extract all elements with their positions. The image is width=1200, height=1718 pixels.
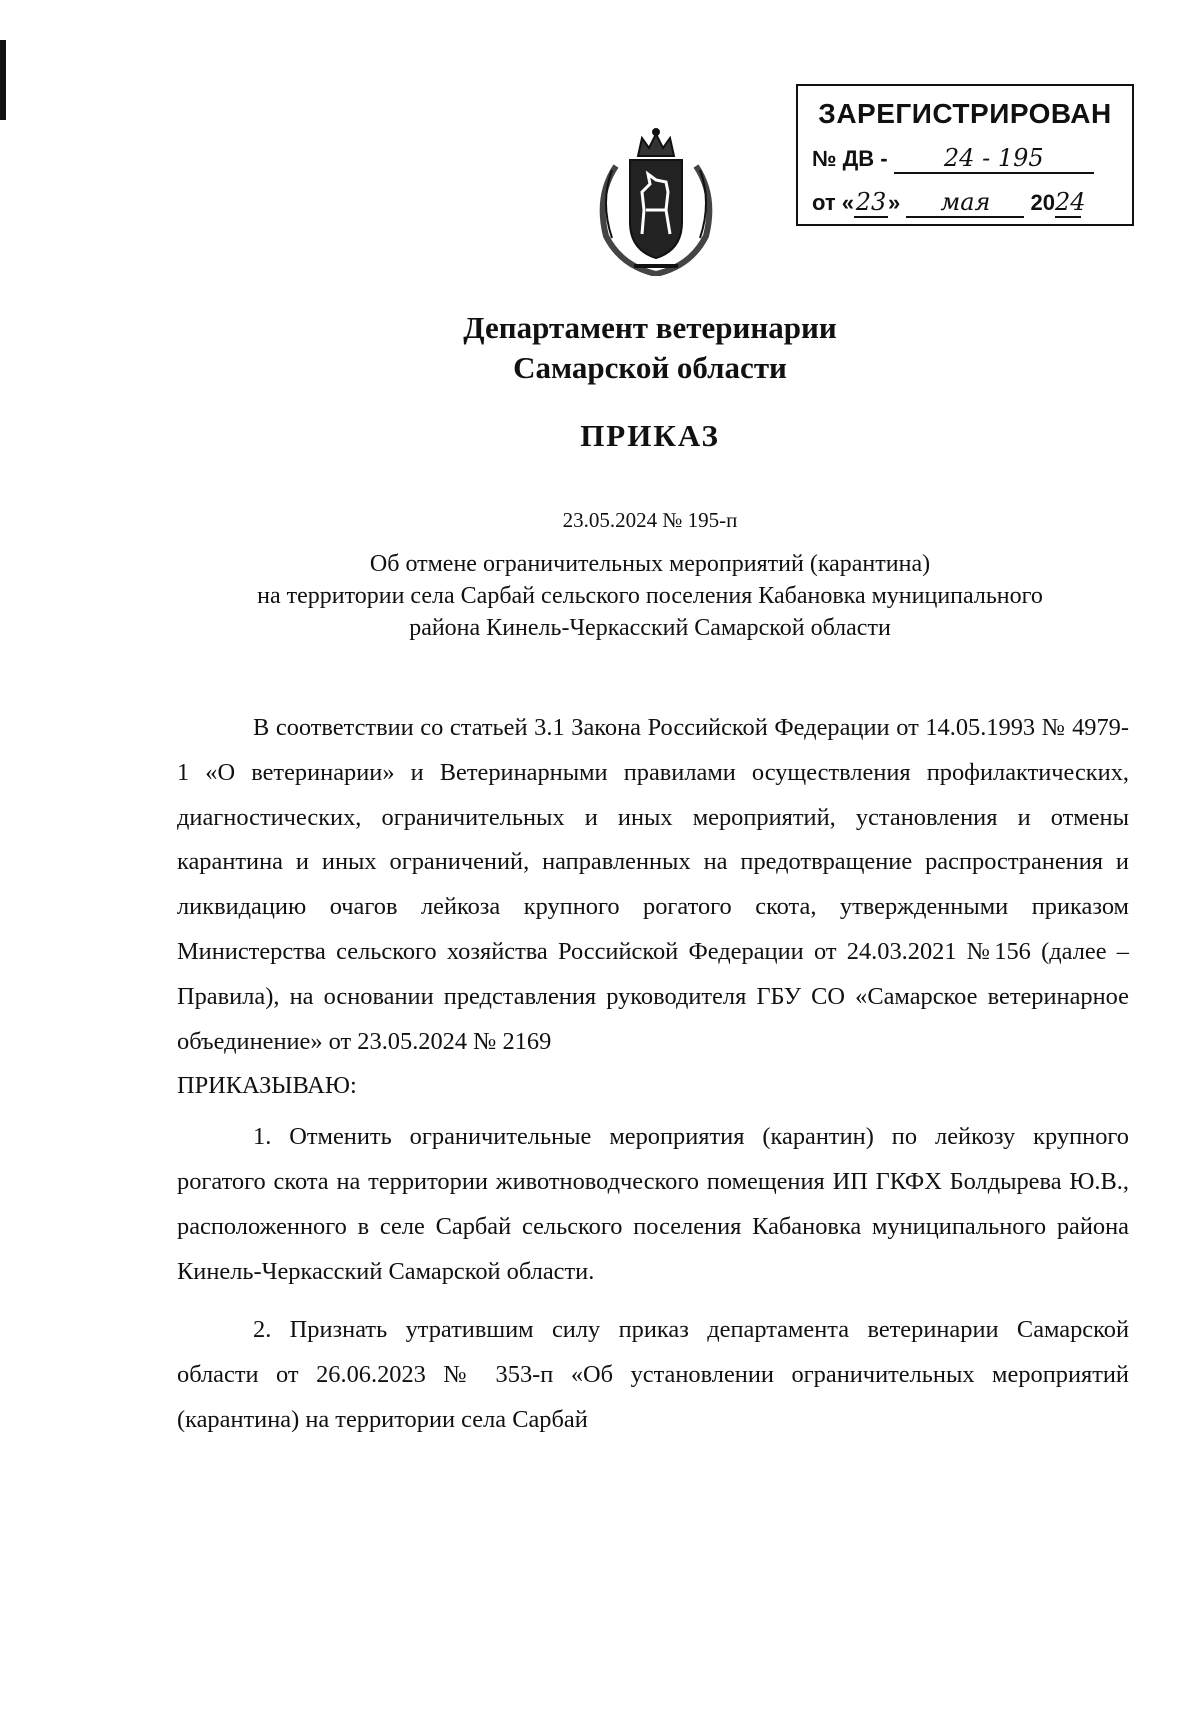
document-subject <box>170 548 1130 644</box>
subject-line1: Об отмене ограничительных мероприятий (карантина) <box>369 551 931 577</box>
order-word: ПРИКАЗЫВАЮ: <box>177 1072 357 1100</box>
stamp-date-month: мая <box>906 190 1024 218</box>
stamp-number-prefix: № ДВ - <box>812 146 888 171</box>
coat-of-arms-icon <box>586 126 726 276</box>
stamp-date-year-suffix: 24 <box>1055 188 1086 216</box>
department-line2: Самарской области <box>513 350 787 385</box>
stamp-number-value: 24 - 195 <box>894 146 1094 174</box>
stamp-date-day: 23 <box>855 188 887 216</box>
stamp-date-year-prefix: 20 <box>1030 190 1055 215</box>
preamble-paragraph: В соответствии со статьей 3.1 Закона Российской Федерации от 14.05.1993 № 4979-1 «О ветеринарии» и Ветеринарными правилами осуществления профилактических, диагностических, ограничительных и иных мероприятий, установления и отмены карантина и иных ограничений, направленных на предотвращение распространения и ликвидацию очагов лейкоза крупного рогатого скота, утвержденными приказом Министерства сельского хозяйства Российской Федерации от 24.03.2021 №156 (далее – Правила), на основании представления руководителя ГБУ СО «Самарское ветеринарное объединение» от 23.05.2024 № 2169 <box>177 714 1129 1055</box>
stamp-date-mid: » <box>888 190 901 215</box>
department-line1: Департамент ветеринарии <box>463 310 837 345</box>
item-2-paragraph: 2. Признать утратившим силу приказ департамента ветеринарии Самарской области от 26.06.2023 № 353-п «Об установлении ограничительных мероприятий (карантина) на территории села Сарбай <box>177 1316 1129 1433</box>
stamp-date-prefix: от « <box>812 190 855 215</box>
department-name <box>150 308 1150 388</box>
scan-edge-mark <box>0 40 6 120</box>
document-type: ПРИКАЗ <box>580 418 720 453</box>
document-body <box>177 706 1129 1443</box>
subject-line2: на территории села Сарбай сельского поселения Кабановка муниципального <box>257 583 1043 609</box>
stamp-date-line <box>812 188 1086 218</box>
stamp-number-line <box>812 146 1094 174</box>
registration-stamp <box>796 84 1134 226</box>
stamp-title: ЗАРЕГИСТРИРОВАН <box>818 98 1112 129</box>
subject-line3: района Кинель-Черкасский Самарской области <box>409 615 891 641</box>
item-1-paragraph: 1. Отменить ограничительные мероприятия (карантин) по лейкозу крупного рогатого скота на территории животноводческого помещения ИП ГКФХ Болдырева Ю.В., расположенного в селе Сарбай сельского поселения Кабановка муниципального района Кинель-Черкасский Самарской области. <box>177 1123 1129 1285</box>
document-date-number: 23.05.2024 № 195-п <box>562 508 738 532</box>
